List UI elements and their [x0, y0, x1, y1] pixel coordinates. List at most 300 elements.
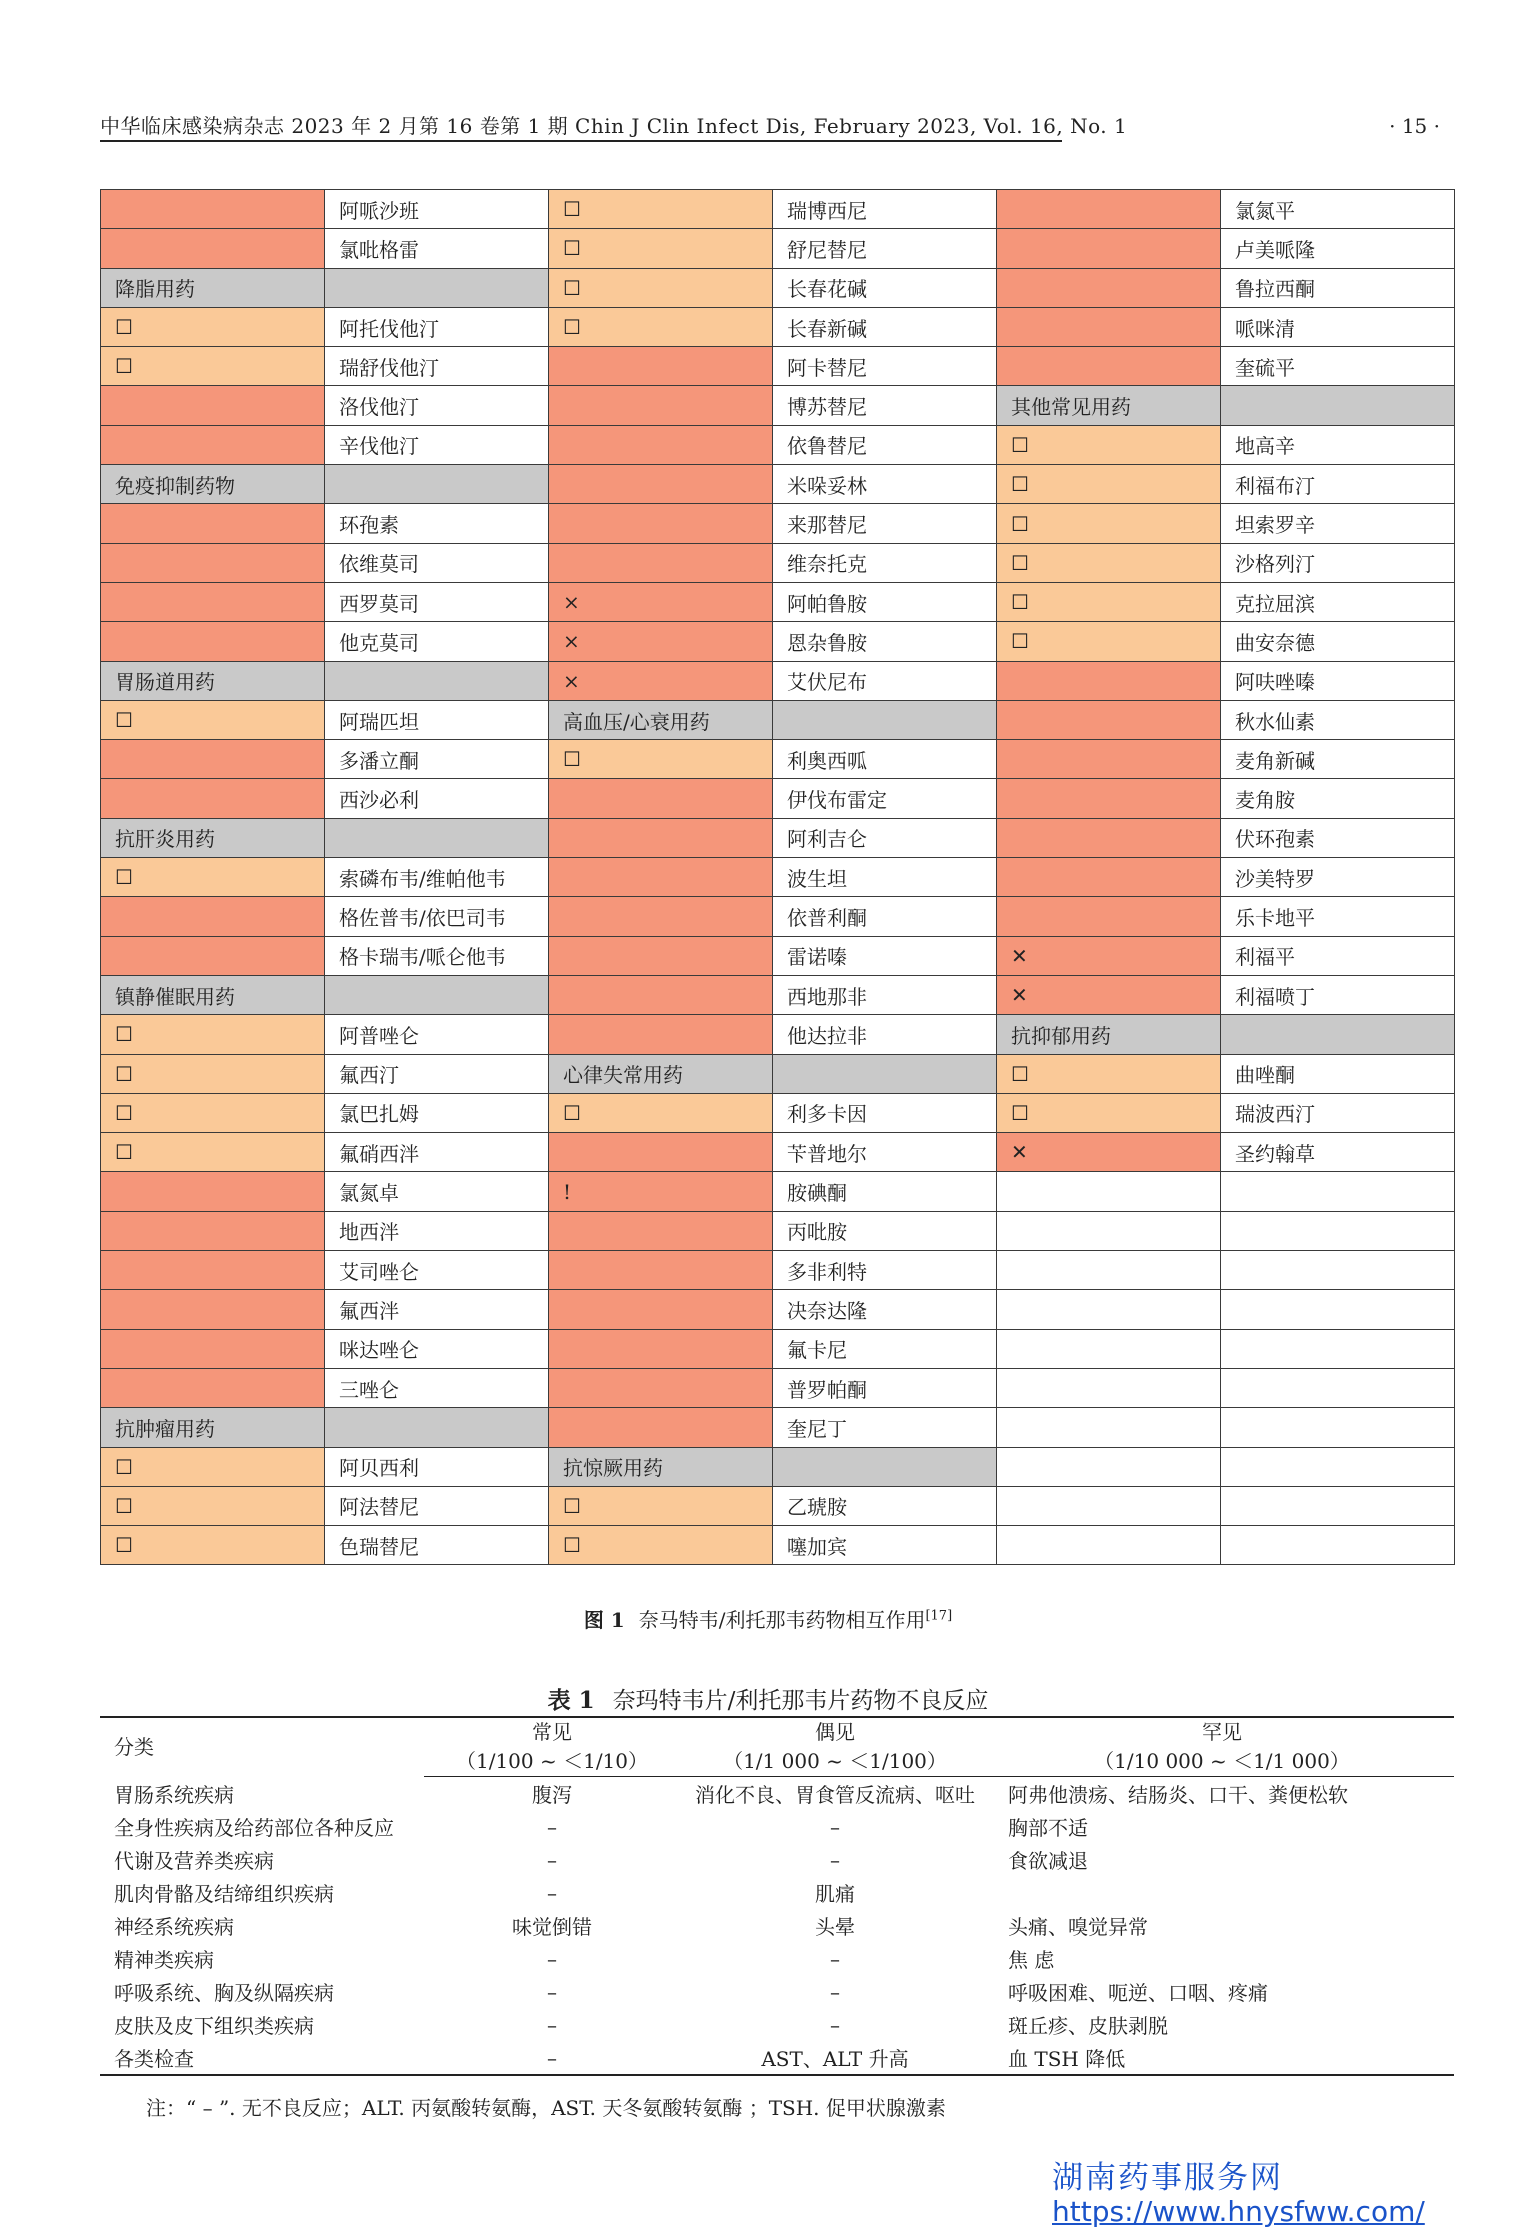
table-row [100, 1810, 1454, 1843]
table-row [100, 1975, 1454, 2008]
interaction-level-cell: ☐ [997, 1093, 1221, 1132]
drug-name-cell [325, 1408, 549, 1447]
journal-title: 中华临床感染病杂志 2023 年 2 月第 16 卷第 1 期 Chin J Clin Infect Dis, February 2023, Vol. 16, No. 1 [100, 114, 1128, 138]
drug-name-cell: 利奥西呱 [773, 740, 997, 779]
occasional-cell: 头晕 [815, 1915, 855, 1939]
watermark-url[interactable]: https://www.hnysfww.com/ [1052, 2195, 1425, 2228]
grid-row [101, 818, 1455, 857]
drug-name-cell [325, 975, 549, 1014]
interaction-level-cell [549, 1251, 773, 1290]
drug-name-cell [1221, 1447, 1455, 1486]
rare-cell: 胸部不适 [1008, 1816, 1088, 1840]
drug-name-cell: 他达拉非 [773, 1015, 997, 1054]
interaction-level-cell [997, 661, 1221, 700]
interaction-level-cell: ☐ [997, 1054, 1221, 1093]
drug-name-cell [325, 465, 549, 504]
interaction-level-cell [997, 347, 1221, 386]
interaction-level-cell: ☐ [101, 1133, 325, 1172]
drug-name-cell: 秋水仙素 [1221, 700, 1455, 739]
interaction-level-cell [549, 779, 773, 818]
drug-name-cell [1221, 1526, 1455, 1565]
interaction-level-cell [997, 1368, 1221, 1407]
interaction-level-cell: ! [549, 1172, 773, 1211]
drug-name-cell: 依鲁替尼 [773, 425, 997, 464]
header-rule [100, 140, 1062, 142]
interaction-level-cell [997, 1172, 1221, 1211]
drug-name-cell: 卢美哌隆 [1221, 229, 1455, 268]
drug-name-cell: 环孢素 [325, 504, 549, 543]
drug-name-cell [773, 1054, 997, 1093]
drug-name-cell [325, 818, 549, 857]
drug-name-cell [773, 700, 997, 739]
interaction-level-cell: ☐ [997, 543, 1221, 582]
category-cell: 呼吸系统、胸及纵隔疾病 [114, 1981, 334, 2005]
drug-name-cell: 苄普地尔 [773, 1133, 997, 1172]
drug-name-cell: 氯吡格雷 [325, 229, 549, 268]
rare-cell [990, 1876, 1454, 1909]
interaction-level-cell [997, 268, 1221, 307]
drug-name-cell [325, 661, 549, 700]
drug-name-cell: 地高辛 [1221, 425, 1455, 464]
interaction-level-cell: × [549, 622, 773, 661]
drug-name-cell: 沙美特罗 [1221, 858, 1455, 897]
interaction-level-cell [549, 1133, 773, 1172]
drug-name-cell: 舒尼替尼 [773, 229, 997, 268]
drug-name-cell: 西地那非 [773, 975, 997, 1014]
interaction-level-cell [101, 504, 325, 543]
category-cell: 各类检查 [100, 2041, 424, 2075]
drug-name-cell: 麦角胺 [1221, 779, 1455, 818]
drug-name-cell: 阿帕鲁胺 [773, 582, 997, 621]
drug-name-cell [1221, 1329, 1455, 1368]
drug-category-cell: 抗抑郁用药 [997, 1015, 1221, 1054]
rare-cell: 焦 虑 [1008, 1948, 1055, 1972]
header-common: 常见 [424, 1717, 680, 1747]
interaction-level-cell: ☐ [101, 307, 325, 346]
drug-name-cell: 伊伐布雷定 [773, 779, 997, 818]
interaction-level-cell [101, 1211, 325, 1250]
drug-name-cell: 伏环孢素 [1221, 818, 1455, 857]
drug-name-cell: 阿瑞匹坦 [325, 700, 549, 739]
drug-name-cell: 氯巴扎姆 [325, 1093, 549, 1132]
drug-name-cell: 依维莫司 [325, 543, 549, 582]
interaction-level-cell [997, 1290, 1221, 1329]
drug-name-cell: 利福喷丁 [1221, 975, 1455, 1014]
drug-category-cell: 其他常见用药 [997, 386, 1221, 425]
common-cell: – [547, 1946, 557, 1971]
drug-name-cell: 氟西泮 [325, 1290, 549, 1329]
drug-name-cell: 乐卡地平 [1221, 897, 1455, 936]
interaction-level-cell [101, 1290, 325, 1329]
interaction-level-cell [549, 425, 773, 464]
interaction-level-cell [997, 1486, 1221, 1525]
occasional-cell: – [830, 1847, 840, 1872]
interaction-level-cell [101, 936, 325, 975]
common-cell: – [547, 1979, 557, 2004]
interaction-level-cell: ☐ [101, 347, 325, 386]
drug-name-cell: 西罗莫司 [325, 582, 549, 621]
table-label: 表 1 [547, 1687, 595, 1714]
interaction-level-cell [101, 190, 325, 229]
interaction-grid [100, 189, 1455, 1565]
interaction-level-cell: ☐ [997, 504, 1221, 543]
interaction-level-cell [101, 740, 325, 779]
interaction-level-cell [997, 700, 1221, 739]
drug-name-cell: 氟硝西泮 [325, 1133, 549, 1172]
common-cell: – [547, 2012, 557, 2037]
drug-name-cell [325, 268, 549, 307]
interaction-level-cell [997, 1211, 1221, 1250]
interaction-level-cell [549, 465, 773, 504]
interaction-level-cell [997, 1329, 1221, 1368]
drug-name-cell: 利多卡因 [773, 1093, 997, 1132]
drug-name-cell: 来那替尼 [773, 504, 997, 543]
grid-row [101, 897, 1455, 936]
grid-row [101, 779, 1455, 818]
interaction-level-cell [997, 740, 1221, 779]
drug-name-cell: 多非利特 [773, 1251, 997, 1290]
interaction-level-cell [549, 1290, 773, 1329]
running-header [100, 110, 1440, 150]
interaction-level-cell: ☐ [549, 307, 773, 346]
drug-name-cell: 索磷布韦/维帕他韦 [325, 858, 549, 897]
figure-caption [0, 1604, 1536, 1633]
drug-name-cell: 阿利吉仑 [773, 818, 997, 857]
drug-category-cell: 抗肿瘤用药 [101, 1408, 325, 1447]
table-row [100, 1942, 1454, 1975]
drug-name-cell [1221, 1290, 1455, 1329]
drug-name-cell: 维奈托克 [773, 543, 997, 582]
common-cell: – [547, 1814, 557, 1839]
interaction-level-cell [101, 779, 325, 818]
interaction-level-cell [997, 818, 1221, 857]
drug-name-cell [1221, 1211, 1455, 1250]
drug-category-cell: 降脂用药 [101, 268, 325, 307]
drug-name-cell: 氯氮卓 [325, 1172, 549, 1211]
interaction-level-cell [997, 1251, 1221, 1290]
interaction-level-cell [549, 504, 773, 543]
occasional-cell: 肌痛 [815, 1882, 855, 1906]
grid-row [101, 1290, 1455, 1329]
interaction-level-cell: ☐ [997, 582, 1221, 621]
table-row [100, 1909, 1454, 1942]
drug-category-cell: 心律失常用药 [549, 1054, 773, 1093]
interaction-level-cell [997, 229, 1221, 268]
interaction-level-cell: ☐ [997, 425, 1221, 464]
header-occasional: 偶见 [680, 1717, 990, 1747]
drug-name-cell: 麦角新碱 [1221, 740, 1455, 779]
drug-name-cell: 他克莫司 [325, 622, 549, 661]
interaction-level-cell [101, 1172, 325, 1211]
grid-row [101, 465, 1455, 504]
drug-name-cell: 氟卡尼 [773, 1329, 997, 1368]
grid-row [101, 1486, 1455, 1525]
grid-row [101, 661, 1455, 700]
interaction-level-cell [101, 897, 325, 936]
drug-name-cell: 瑞博西尼 [773, 190, 997, 229]
grid-row [101, 936, 1455, 975]
figure-reference: [17] [925, 1608, 953, 1624]
drug-name-cell: 恩杂鲁胺 [773, 622, 997, 661]
drug-name-cell: 曲安奈德 [1221, 622, 1455, 661]
interaction-level-cell [997, 779, 1221, 818]
drug-name-cell: 坦索罗辛 [1221, 504, 1455, 543]
category-cell: 代谢及营养类疾病 [114, 1849, 274, 1873]
interaction-level-cell [549, 386, 773, 425]
category-cell: 全身性疾病及给药部位各种反应 [114, 1816, 394, 1840]
drug-category-cell: 胃肠道用药 [101, 661, 325, 700]
occasional-cell: – [830, 1814, 840, 1839]
drug-name-cell: 阿普唑仑 [325, 1015, 549, 1054]
drug-name-cell: 依普利酮 [773, 897, 997, 936]
drug-name-cell: 瑞波西汀 [1221, 1093, 1455, 1132]
table-row [100, 1777, 1454, 1811]
rare-cell: 血 TSH 降低 [990, 2041, 1454, 2075]
drug-name-cell: 阿托伐他汀 [325, 307, 549, 346]
drug-name-cell: 鲁拉西酮 [1221, 268, 1455, 307]
drug-name-cell: 艾司唑仑 [325, 1251, 549, 1290]
drug-name-cell: 阿卡替尼 [773, 347, 997, 386]
interaction-level-cell [101, 543, 325, 582]
grid-row [101, 386, 1455, 425]
drug-name-cell: 阿呋唑嗪 [1221, 661, 1455, 700]
drug-name-cell: 氯氮平 [1221, 190, 1455, 229]
drug-name-cell [1221, 1486, 1455, 1525]
interaction-level-cell: ✕ [997, 1133, 1221, 1172]
grid-row [101, 582, 1455, 621]
grid-row [101, 1408, 1455, 1447]
grid-row [101, 1054, 1455, 1093]
drug-category-cell: 高血压/心衰用药 [549, 700, 773, 739]
table-row [100, 1843, 1454, 1876]
drug-name-cell: 三唑仑 [325, 1368, 549, 1407]
grid-row [101, 543, 1455, 582]
drug-name-cell: 博苏替尼 [773, 386, 997, 425]
category-cell: 精神类疾病 [114, 1948, 214, 1972]
drug-name-cell: 奎尼丁 [773, 1408, 997, 1447]
interaction-level-cell: ☐ [101, 1526, 325, 1565]
drug-name-cell: 利福布汀 [1221, 465, 1455, 504]
drug-name-cell: 辛伐他汀 [325, 425, 549, 464]
interaction-level-cell [101, 1368, 325, 1407]
site-watermark [1052, 2152, 1425, 2228]
interaction-level-cell: ☐ [101, 1015, 325, 1054]
drug-name-cell [1221, 1408, 1455, 1447]
page-number: · 15 · [1389, 114, 1440, 138]
interaction-level-cell [549, 1015, 773, 1054]
common-cell: – [424, 2041, 680, 2075]
interaction-level-cell [549, 543, 773, 582]
occasional-cell: 消化不良、胃食管反流病、呕吐 [695, 1783, 975, 1807]
drug-name-cell: 洛伐他汀 [325, 386, 549, 425]
interaction-level-cell [549, 1211, 773, 1250]
header-rare: 罕见 [990, 1717, 1454, 1747]
interaction-level-cell [549, 936, 773, 975]
drug-name-cell [1221, 1251, 1455, 1290]
interaction-level-cell [549, 1329, 773, 1368]
drug-name-cell: 阿法替尼 [325, 1486, 549, 1525]
interaction-level-cell [997, 897, 1221, 936]
rare-cell: 食欲减退 [1008, 1849, 1088, 1873]
drug-name-cell: 圣约翰草 [1221, 1133, 1455, 1172]
table-title [0, 1682, 1536, 1715]
grid-row [101, 190, 1455, 229]
table-row [100, 1876, 1454, 1909]
grid-row [101, 229, 1455, 268]
interaction-level-cell: ☐ [997, 622, 1221, 661]
drug-name-cell: 格卡瑞韦/哌仑他韦 [325, 936, 549, 975]
interaction-level-cell: ✕ [997, 936, 1221, 975]
interaction-level-cell: ☐ [101, 1093, 325, 1132]
interaction-level-cell: ☐ [549, 229, 773, 268]
occasional-cell: – [830, 2012, 840, 2037]
grid-row [101, 1093, 1455, 1132]
rare-cell: 阿弗他溃疡、结肠炎、口干、粪便松软 [1008, 1783, 1348, 1807]
rare-cell: 呼吸困难、呃逆、口咽、疼痛 [1008, 1981, 1268, 2005]
drug-name-cell: 西沙必利 [325, 779, 549, 818]
table-row [100, 2041, 1454, 2075]
rare-cell: 头痛、嗅觉异常 [1008, 1915, 1148, 1939]
interaction-level-cell [101, 229, 325, 268]
drug-name-cell: 氟西汀 [325, 1054, 549, 1093]
interaction-level-cell [101, 386, 325, 425]
interaction-level-cell [997, 1526, 1221, 1565]
interaction-level-cell [997, 307, 1221, 346]
grid-row [101, 858, 1455, 897]
category-cell: 神经系统疾病 [114, 1915, 234, 1939]
grid-row [101, 1211, 1455, 1250]
interaction-level-cell: ☐ [549, 190, 773, 229]
interaction-level-cell: ☐ [997, 465, 1221, 504]
interaction-level-cell [549, 818, 773, 857]
drug-category-cell: 抗惊厥用药 [549, 1447, 773, 1486]
drug-name-cell: 奎硫平 [1221, 347, 1455, 386]
figure-caption-text: 奈马特韦/利托那韦药物相互作用 [638, 1608, 926, 1632]
grid-row [101, 1526, 1455, 1565]
watermark-site-name: 湖南药事服务网 [1052, 2160, 1283, 2196]
drug-name-cell: 艾伏尼布 [773, 661, 997, 700]
common-cell: 味觉倒错 [512, 1915, 592, 1939]
common-cell: – [547, 1847, 557, 1872]
interaction-level-cell [101, 1251, 325, 1290]
drug-name-cell: 阿哌沙班 [325, 190, 549, 229]
drug-name-cell: 乙琥胺 [773, 1486, 997, 1525]
common-cell: 腹泻 [532, 1783, 572, 1807]
grid-row [101, 700, 1455, 739]
drug-name-cell [1221, 1368, 1455, 1407]
interaction-level-cell [997, 858, 1221, 897]
drug-name-cell: 色瑞替尼 [325, 1526, 549, 1565]
grid-row [101, 307, 1455, 346]
grid-row [101, 504, 1455, 543]
interaction-level-cell [549, 975, 773, 1014]
interaction-level-cell: ☐ [101, 1486, 325, 1525]
interaction-level-cell [549, 1368, 773, 1407]
grid-row [101, 347, 1455, 386]
drug-name-cell: 咪达唑仑 [325, 1329, 549, 1368]
interaction-level-cell: ☐ [101, 1447, 325, 1486]
drug-name-cell: 丙吡胺 [773, 1211, 997, 1250]
interaction-level-cell [101, 425, 325, 464]
drug-name-cell: 沙格列汀 [1221, 543, 1455, 582]
drug-name-cell: 噻加宾 [773, 1526, 997, 1565]
interaction-level-cell [549, 347, 773, 386]
drug-category-cell: 免疫抑制药物 [101, 465, 325, 504]
interaction-level-cell: ☐ [101, 700, 325, 739]
drug-name-cell: 哌咪清 [1221, 307, 1455, 346]
grid-row [101, 1329, 1455, 1368]
interaction-level-cell [549, 858, 773, 897]
figure-label: 图 1 [583, 1608, 625, 1632]
drug-name-cell: 瑞舒伐他汀 [325, 347, 549, 386]
drug-name-cell [1221, 1015, 1455, 1054]
drug-name-cell: 波生坦 [773, 858, 997, 897]
drug-name-cell: 利福平 [1221, 936, 1455, 975]
table-title-text: 奈玛特韦片/利托那韦片药物不良反应 [612, 1688, 989, 1714]
drug-category-cell: 抗肝炎用药 [101, 818, 325, 857]
drug-name-cell: 决奈达隆 [773, 1290, 997, 1329]
grid-row [101, 1133, 1455, 1172]
drug-name-cell: 胺碘酮 [773, 1172, 997, 1211]
interaction-level-cell [997, 1408, 1221, 1447]
interaction-level-cell: × [549, 582, 773, 621]
header-rare-range: （1/10 000 ~ ＜1/1 000） [990, 1747, 1454, 1777]
category-cell: 皮肤及皮下组织类疾病 [114, 2014, 314, 2038]
grid-row [101, 1251, 1455, 1290]
drug-name-cell [773, 1447, 997, 1486]
interaction-level-cell [549, 897, 773, 936]
table-row [100, 2008, 1454, 2041]
interaction-level-cell: ☐ [549, 740, 773, 779]
drug-name-cell: 长春花碱 [773, 268, 997, 307]
interaction-level-cell [101, 582, 325, 621]
drug-name-cell: 曲唑酮 [1221, 1054, 1455, 1093]
header-category: 分类 [100, 1717, 424, 1777]
interaction-level-cell: ☐ [101, 858, 325, 897]
category-cell: 胃肠系统疾病 [114, 1782, 234, 1807]
interaction-level-cell: ✕ [997, 975, 1221, 1014]
interaction-level-cell [101, 622, 325, 661]
common-cell: – [547, 1880, 557, 1905]
interaction-level-cell: ☐ [549, 1526, 773, 1565]
drug-name-cell: 米哚妥林 [773, 465, 997, 504]
grid-row [101, 1172, 1455, 1211]
drug-name-cell: 多潘立酮 [325, 740, 549, 779]
interaction-level-cell: × [549, 661, 773, 700]
interaction-level-cell: ☐ [549, 1093, 773, 1132]
header-common-range: （1/100 ~ ＜1/10） [424, 1747, 680, 1777]
interaction-level-cell [997, 190, 1221, 229]
grid-row [101, 1368, 1455, 1407]
table-note: 注：“ – ”. 无不良反应；ALT. 丙氨酸转氨酶，AST. 天冬氨酸转氨酶 ；TSH. 促甲状腺激素 [146, 2096, 946, 2120]
drug-name-cell: 长春新碱 [773, 307, 997, 346]
adverse-reaction-table [100, 1716, 1454, 2076]
occasional-cell: – [830, 1946, 840, 1971]
drug-name-cell [1221, 1172, 1455, 1211]
interaction-level-cell: ☐ [549, 268, 773, 307]
interaction-level-cell [549, 1408, 773, 1447]
drug-category-cell: 镇静催眠用药 [101, 975, 325, 1014]
interaction-level-cell [101, 1329, 325, 1368]
drug-name-cell: 克拉屈滨 [1221, 582, 1455, 621]
interaction-level-cell: ☐ [101, 1054, 325, 1093]
grid-row [101, 1015, 1455, 1054]
drug-name-cell [1221, 386, 1455, 425]
grid-row [101, 425, 1455, 464]
interaction-level-cell [997, 1447, 1221, 1486]
grid-row [101, 1447, 1455, 1486]
category-cell: 肌肉骨骼及结缔组织疾病 [114, 1882, 334, 1906]
